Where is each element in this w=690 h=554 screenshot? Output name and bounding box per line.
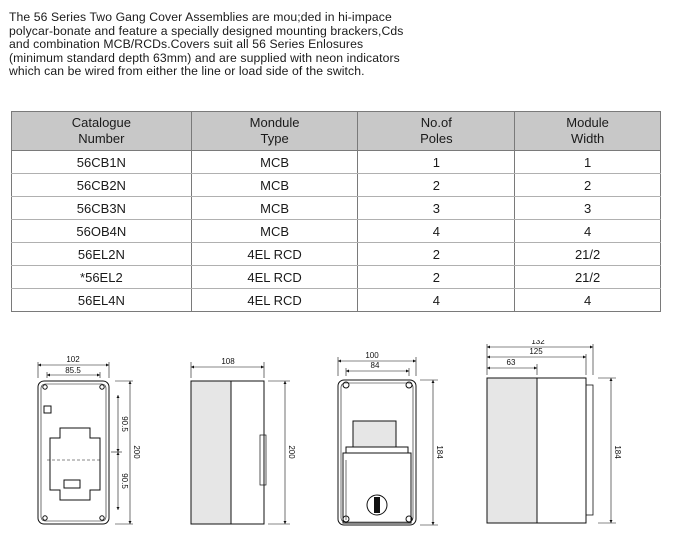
cell-catalogue-number: 56CB3N	[12, 197, 192, 220]
table-row	[12, 220, 661, 243]
header-module-width: Module Width	[515, 112, 661, 151]
intro-line: polycar-bonate and feature a specially designed mounting brackers,Cds	[9, 23, 404, 38]
dim-label: 90.5	[120, 416, 129, 432]
cell-poles: 2	[358, 174, 515, 197]
cell-module-width: 21/2	[515, 266, 661, 289]
dim-label: 200	[287, 445, 296, 459]
dim-label: 108	[221, 357, 235, 366]
dim-label: 132	[531, 340, 545, 346]
table-row	[12, 266, 661, 289]
cell-module-type: 4EL RCD	[191, 289, 358, 312]
header-catalogue-number: Catalogue Number	[12, 112, 192, 151]
dim-label: 90.5	[120, 473, 129, 489]
cell-module-type: MCB	[191, 197, 358, 220]
header-no-of-poles: No.of Poles	[358, 112, 515, 151]
cell-catalogue-number: 56EL4N	[12, 289, 192, 312]
table-row	[12, 151, 661, 174]
dim-label: 85.5	[65, 366, 81, 375]
dim-label: 100	[365, 351, 379, 360]
intro-line: and combination MCB/RCDs.Covers suit all 56 Series Enlosures	[9, 37, 364, 52]
dim-label: 84	[370, 361, 380, 370]
intro-line: which can be wired from either the line or load side of the switch.	[9, 64, 365, 79]
table-row	[12, 197, 661, 220]
intro-line: (minimum standard depth 63mm) and are supplied with neon indicators	[9, 50, 400, 65]
table-row	[12, 174, 661, 197]
cell-module-type: MCB	[191, 151, 358, 174]
cell-poles: 4	[358, 220, 515, 243]
front-view-drawing	[38, 362, 133, 524]
dim-label: 63	[506, 358, 516, 367]
dim-label: 200	[132, 445, 141, 459]
dim-label: 125	[529, 347, 543, 356]
cell-poles: 2	[358, 266, 515, 289]
side-view-left-drawing	[191, 362, 290, 524]
cell-module-type: 4EL RCD	[191, 243, 358, 266]
cell-catalogue-number: 56CB1N	[12, 151, 192, 174]
table-row	[12, 243, 661, 266]
cell-module-type: MCB	[191, 220, 358, 243]
cell-module-type: MCB	[191, 174, 358, 197]
cell-poles: 1	[358, 151, 515, 174]
table-row	[12, 289, 661, 312]
dim-label: 184	[435, 445, 444, 459]
technical-drawings	[0, 340, 690, 550]
table-header-row	[12, 112, 661, 151]
intro-paragraph	[9, 11, 479, 79]
intro-line: The 56 Series Two Gang Cover Assemblies are mou;ded in hi-impace	[9, 10, 392, 24]
cell-poles: 4	[358, 289, 515, 312]
cell-poles: 3	[358, 197, 515, 220]
cell-poles: 2	[358, 243, 515, 266]
dim-label: 184	[613, 445, 622, 459]
cell-module-width: 21/2	[515, 243, 661, 266]
cell-catalogue-number: 56OB4N	[12, 220, 192, 243]
dim-label: 102	[66, 355, 80, 364]
side-view-right-drawing	[487, 344, 616, 523]
catalogue-table	[11, 111, 661, 312]
cell-catalogue-number: *56EL2	[12, 266, 192, 289]
header-module-type: Mondule Type	[191, 112, 358, 151]
cell-catalogue-number: 56EL2N	[12, 243, 192, 266]
cell-module-width: 1	[515, 151, 661, 174]
cell-module-width: 2	[515, 174, 661, 197]
front-open-view-drawing	[338, 357, 438, 525]
cell-module-width: 3	[515, 197, 661, 220]
cell-module-type: 4EL RCD	[191, 266, 358, 289]
cell-module-width: 4	[515, 220, 661, 243]
cell-catalogue-number: 56CB2N	[12, 174, 192, 197]
cell-module-width: 4	[515, 289, 661, 312]
